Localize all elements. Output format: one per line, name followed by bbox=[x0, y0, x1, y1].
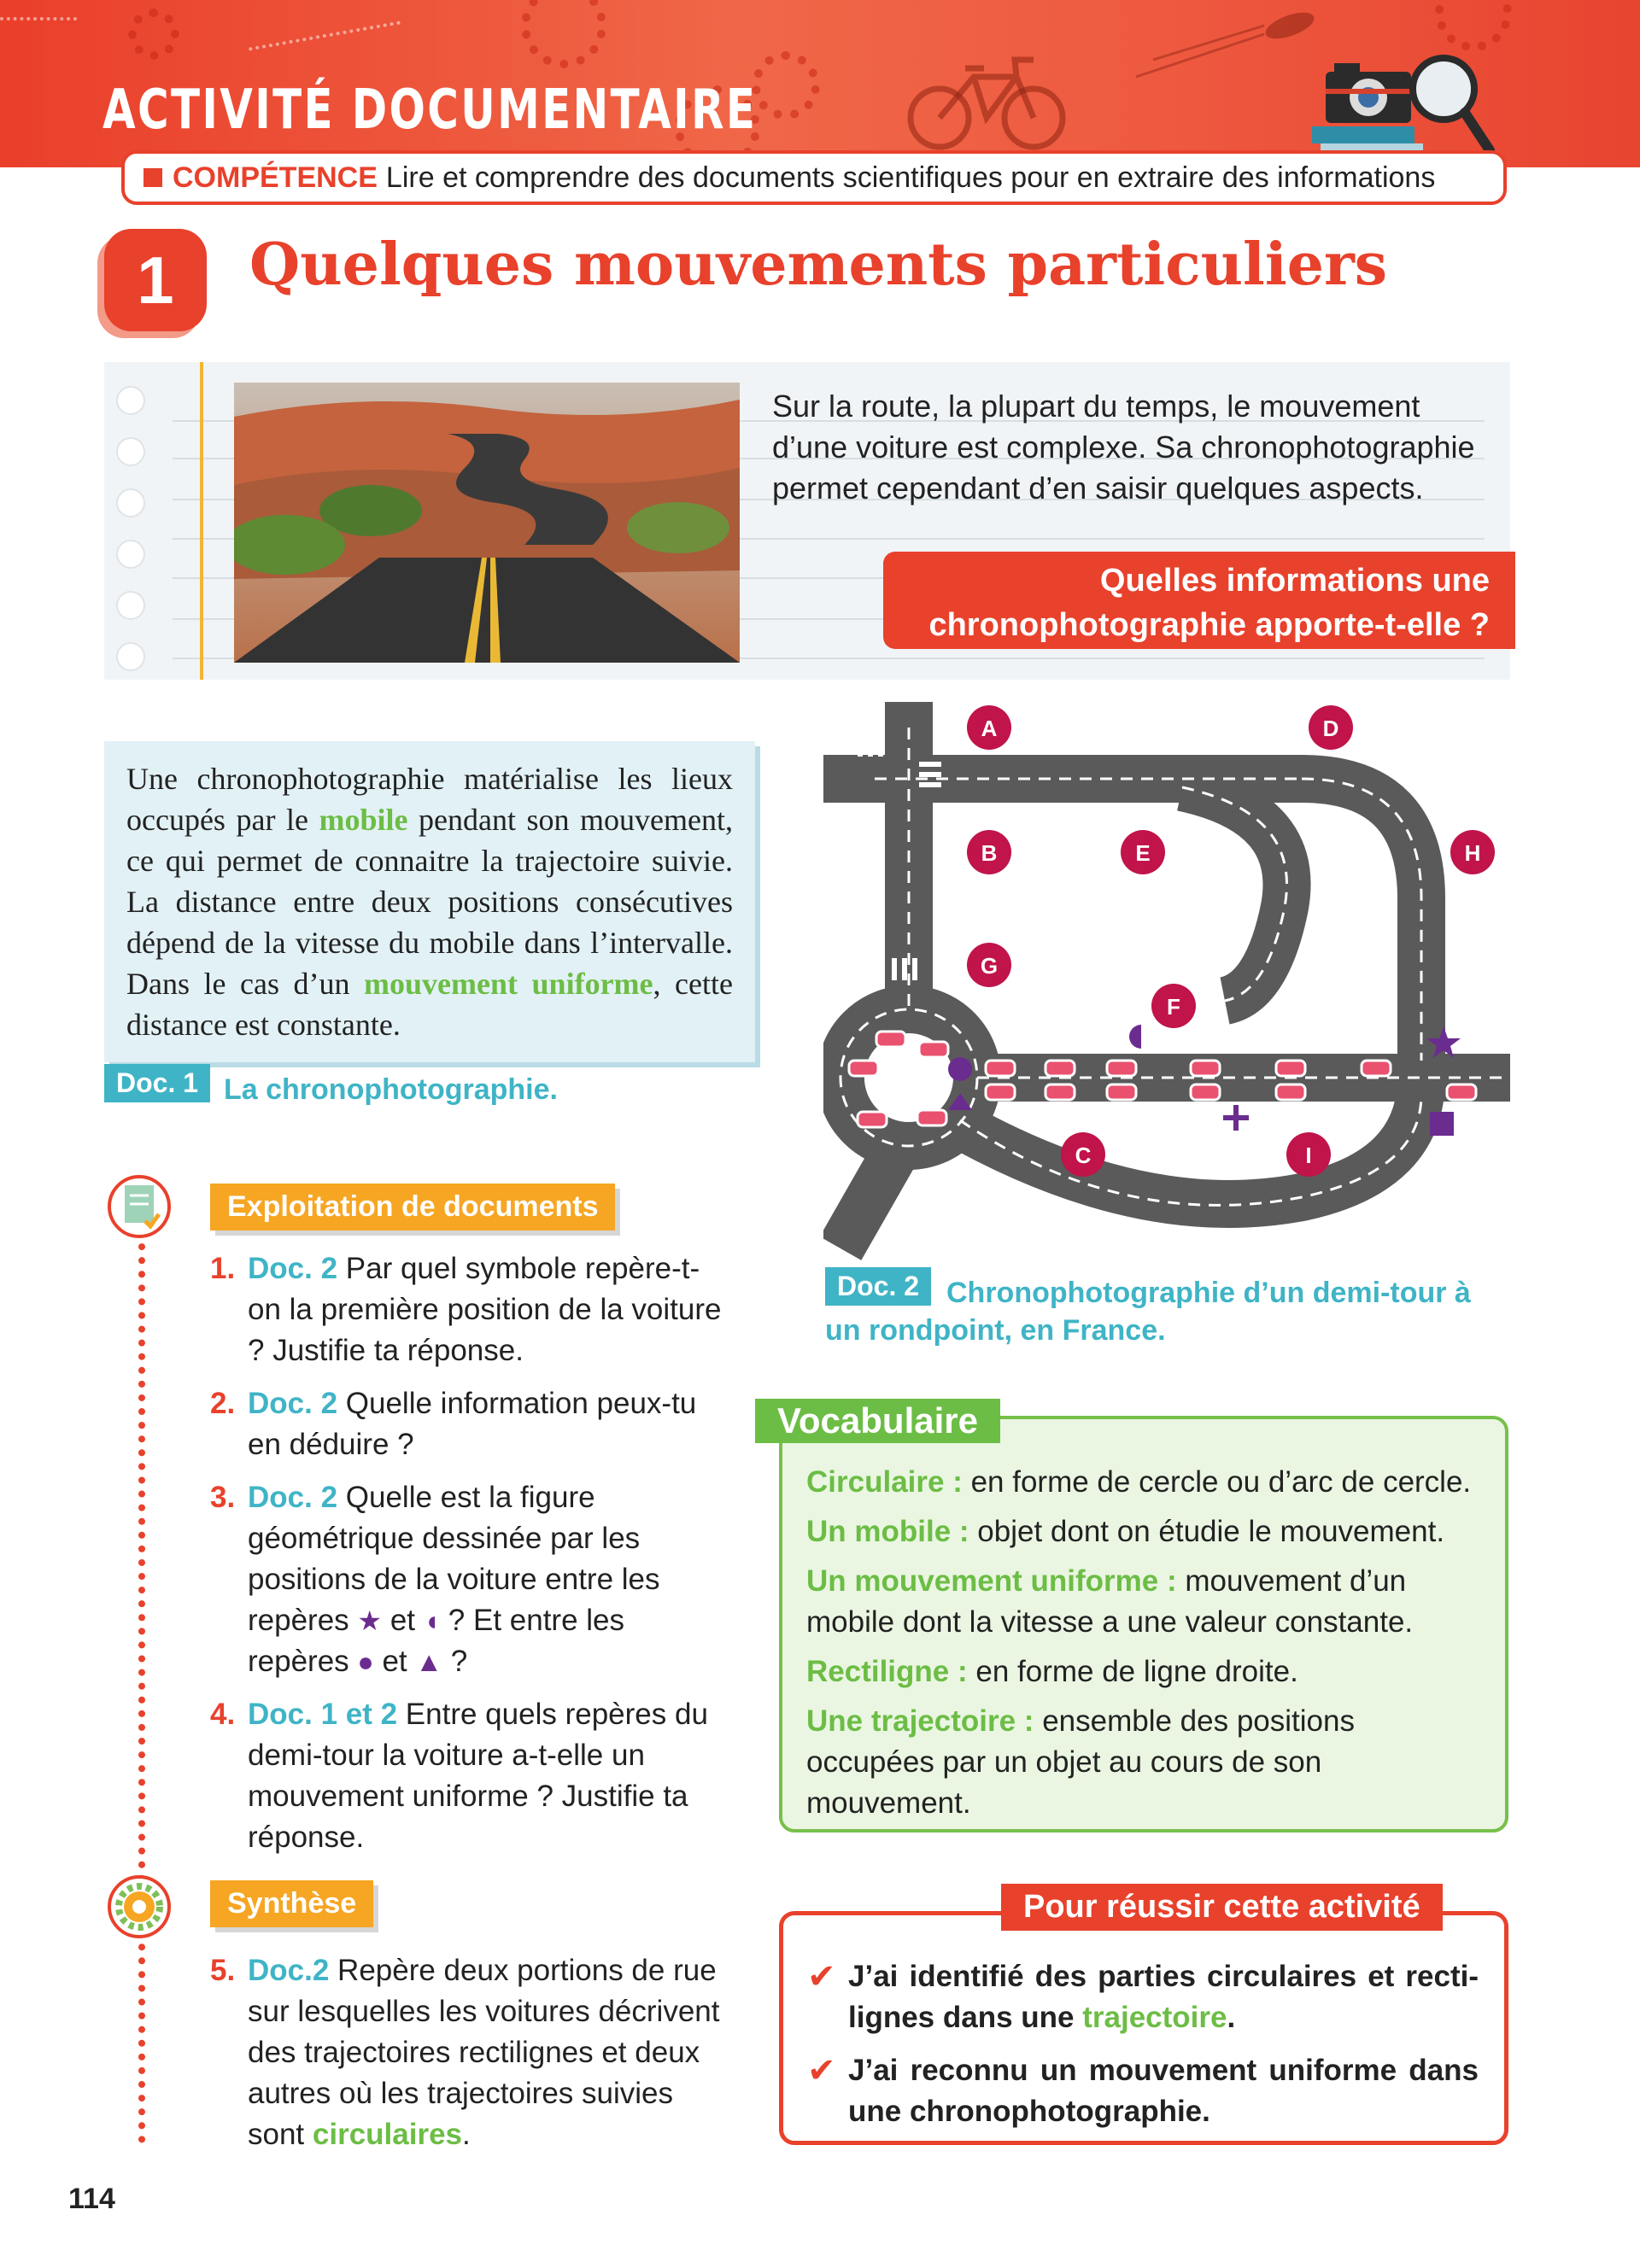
doc2-caption: Chronophotographie d’un demi-tour à un rondpoint, en France. bbox=[825, 1277, 1471, 1347]
competence-bar bbox=[121, 150, 1507, 205]
dotted-decoration bbox=[0, 17, 77, 20]
page-number: 114 bbox=[68, 2183, 115, 2215]
marker-label: A bbox=[981, 716, 998, 741]
doc1-term-mobile: mobile bbox=[319, 803, 408, 837]
criteria-item: ✔ J’ai reconnu un mouvement uniforme dans une chronophotographie. bbox=[807, 2052, 1479, 2128]
question-banner: Quelles informations une chronophotographie apporte-t-elle ? bbox=[883, 552, 1515, 649]
question-3: 3. Doc. 2 Quelle est la figure géométrique dessinée par les positions de la voiture entre les repères ★ et ◖ ? Et entre les repères ● et ▲ ? bbox=[210, 1477, 731, 1682]
intro-notebook bbox=[104, 362, 1510, 680]
gear-decoration bbox=[521, 0, 606, 68]
dotted-timeline bbox=[138, 1230, 145, 2143]
doc1-text: , cette distance est constante. bbox=[126, 967, 733, 1042]
doc1-caption: La chronophotographie. bbox=[224, 1073, 558, 1106]
doc1-text: pendant son mouvement, ce qui permet de connaitre la trajectoire suivie. La distance entre deux positions consécutives dépend de la vitesse du mobile dans l’intervalle. Dans le cas d’un bbox=[126, 803, 733, 1001]
exploitation-tag: Exploitation de documents bbox=[210, 1184, 615, 1230]
bicycle-icon bbox=[905, 51, 1068, 154]
doc1-term-uniforme: mouvement uniforme bbox=[364, 967, 653, 1001]
doc1-text: Une chronophotographie matérialise les lieux occupés par le bbox=[126, 762, 733, 837]
marker-label: G bbox=[980, 953, 999, 979]
document-check-icon bbox=[108, 1175, 171, 1238]
vocab-item: Un mobile : objet dont on étudie le mouvement. bbox=[806, 1515, 1445, 1548]
section-title: Quelques mouvements particuliers bbox=[249, 231, 1388, 299]
notebook-hole bbox=[116, 386, 145, 415]
banner-title: ACTIVITÉ DOCUMENTAIRE bbox=[102, 79, 758, 142]
competence-text: Lire et comprendre des documents scientifiques pour en extraire des informations bbox=[385, 161, 1436, 194]
doc2-tag: Doc. 2 bbox=[825, 1267, 931, 1306]
doc1-tag: Doc. 1 bbox=[104, 1064, 210, 1102]
notebook-hole bbox=[116, 540, 145, 569]
notebook-hole bbox=[116, 437, 145, 466]
vocab-item: Rectiligne : en forme de ligne droite. bbox=[806, 1655, 1298, 1688]
question-list bbox=[210, 1248, 731, 1870]
half-circle-icon: ◖ bbox=[423, 1605, 441, 1636]
competence-label: COMPÉTENCE bbox=[173, 161, 378, 194]
marker-label: F bbox=[1167, 994, 1180, 1020]
magnifier-icon bbox=[1401, 48, 1495, 159]
camera-icon bbox=[1326, 63, 1411, 132]
synthese-question bbox=[210, 1950, 731, 2167]
notebook-hole bbox=[116, 591, 145, 620]
notebook-hole bbox=[116, 642, 145, 671]
checkmark-icon: ✔ bbox=[807, 2052, 836, 2090]
vocab-item: Un mouvement uniforme : mouvement d’un mobile dont la vitesse a une valeur constante. bbox=[806, 1564, 1414, 1639]
marker-label: H bbox=[1464, 840, 1481, 866]
vocabulary-box bbox=[779, 1416, 1508, 1833]
vocabulary-tag: Vocabulaire bbox=[755, 1399, 1000, 1443]
star-icon: ★ bbox=[357, 1605, 383, 1636]
marker-label: D bbox=[1322, 716, 1339, 741]
question-2: 2. Doc. 2 Quelle information peux-tu en déduire ? bbox=[210, 1387, 697, 1461]
gear-decoration bbox=[128, 9, 179, 60]
dotted-decoration bbox=[249, 20, 401, 50]
marker-label: I bbox=[1305, 1143, 1312, 1168]
notebook-margin-line bbox=[200, 362, 203, 680]
vocab-item: Une trajectoire : ensemble des positions occupées par un objet au cours de son mouvement. bbox=[806, 1704, 1355, 1820]
question-1: 1. Doc. 2 Par quel symbole repère-t-on la première position de la voiture ? Justifie ta réponse. bbox=[210, 1252, 722, 1367]
criteria-item: ✔ J’ai identifié des parties circulaires et recti-lignes dans une trajectoire. bbox=[807, 1958, 1479, 2034]
header-banner bbox=[0, 0, 1640, 167]
vocab-item: Circulaire : en forme de cercle ou d’arc de cercle. bbox=[806, 1465, 1472, 1499]
question-4: 4. Doc. 1 et 2 Entre quels repères du demi-tour la voiture a-t-elle un mouvement uniforme ? Justifie ta réponse. bbox=[210, 1698, 708, 1854]
circle-icon: ● bbox=[357, 1646, 374, 1677]
road-photo bbox=[234, 383, 740, 663]
square-bullet-icon bbox=[144, 168, 162, 187]
section-number-badge: 1 bbox=[104, 229, 207, 331]
checkmark-icon: ✔ bbox=[807, 1958, 836, 1996]
success-criteria-box bbox=[779, 1911, 1508, 2145]
notebook-hole bbox=[116, 488, 145, 517]
marker-label: E bbox=[1135, 840, 1151, 866]
rocket-icon bbox=[1136, 9, 1324, 85]
marker-label: C bbox=[1075, 1143, 1092, 1168]
gear-icon bbox=[108, 1875, 171, 1938]
synthese-tag: Synthèse bbox=[210, 1880, 373, 1927]
doc2-roundabout-diagram bbox=[823, 702, 1510, 1266]
success-criteria-tag: Pour réussir cette activité bbox=[1001, 1884, 1443, 1931]
gear-decoration bbox=[752, 51, 820, 120]
gear-decoration bbox=[1435, 0, 1512, 51]
doc1-textbox bbox=[104, 741, 755, 1062]
triangle-icon: ▲ bbox=[415, 1646, 443, 1677]
question-5: 5. Doc.2 Repère deux portions de rue sur lesquelles les voitures décrivent des trajectoires rectilignes et deux autres où les trajectoires suivies sont circulaires. bbox=[210, 1954, 720, 2151]
intro-text: Sur la route, la plupart du temps, le mouvement d’une voiture est complexe. Sa chronophotographie permet cependant d’en saisir quelques aspects. bbox=[772, 389, 1475, 506]
marker-label: B bbox=[981, 840, 998, 866]
